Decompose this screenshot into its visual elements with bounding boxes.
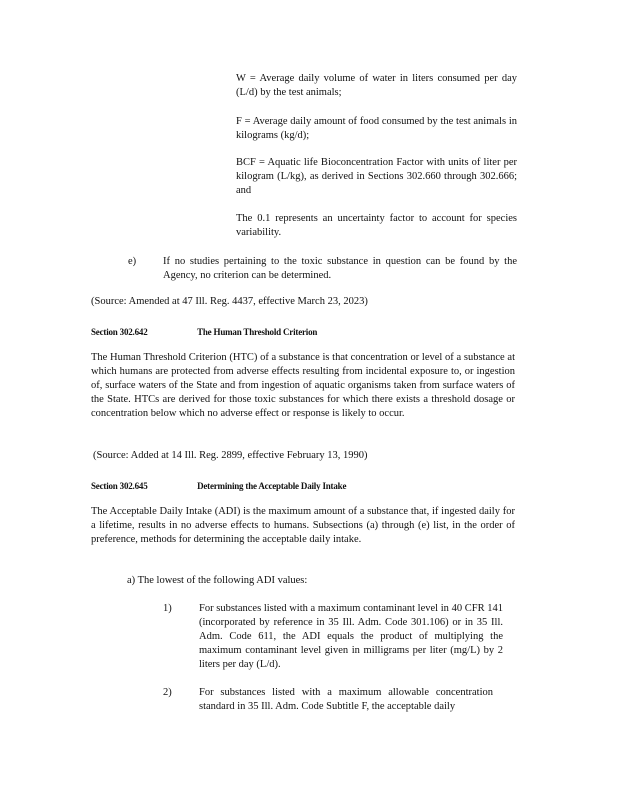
section-302-645-heading xyxy=(91,479,511,493)
section-number: Section 302.645 xyxy=(91,481,148,491)
source-note-1: (Source: Amended at 47 Ill. Reg. 4437, effective March 23, 2023) xyxy=(91,296,368,307)
section-302-645-body: The Acceptable Daily Intake (ADI) is the maximum amount of a substance that, if ingested daily for a lifetime, results in no adverse effects to humans. Subsections (a) through (e) list, in the order of preference, methods for determining the acceptable daily intake. xyxy=(91,506,515,545)
subitem-1-text: For substances listed with a maximum contaminant level in 40 CFR 141 (incorporated by reference in 35 Ill. Adm. Code 301.106) or in 35 Ill. Adm. Code 611, the ADI equals the product of multiplying the maximum contaminant level given in milligrams per liter (mg/L) by 2 liters per day (L/d). xyxy=(199,603,503,670)
section-title: Determining the Acceptable Daily Intake xyxy=(197,481,347,491)
section-302-642-heading xyxy=(91,325,511,339)
subitem-2-text: For substances listed with a maximum allowable concentration standard in 35 Ill. Adm. Code Subtitle F, the acceptable daily xyxy=(199,687,493,712)
subsection-e-marker: e) xyxy=(128,256,137,267)
section-title: The Human Threshold Criterion xyxy=(197,327,318,337)
definition-uncertainty: The 0.1 represents an uncertainty factor to account for species variability. xyxy=(236,213,517,238)
definition-w: W = Average daily volume of water in liters consumed per day (L/d) by the test animals; xyxy=(236,73,517,98)
definition-f: F = Average daily amount of food consumed by the test animals in kilograms (kg/d); xyxy=(236,116,517,141)
source-note-2: (Source: Added at 14 Ill. Reg. 2899, effective February 13, 1990) xyxy=(93,450,368,461)
definition-bcf: BCF = Aquatic life Bioconcentration Factor with units of liter per kilogram (L/kg), as derived in Sections 302.660 through 302.666; and xyxy=(236,157,517,196)
subitem-1-marker: 1) xyxy=(163,603,172,614)
subsection-e-text: If no studies pertaining to the toxic substance in question can be found by the Agency, no criterion can be determined. xyxy=(163,256,517,281)
section-302-642-body: The Human Threshold Criterion (HTC) of a substance is that concentration or level of a substance at which humans are protected from adverse effects resulting from incidental exposure to, or ingestion of, surface waters of the State and from ingestion of aquatic organisms taken from surface waters of the State. HTCs are derived for those toxic substances for which there exists a threshold dosage or concentration below which no adverse effect or response is likely to occur. xyxy=(91,352,515,419)
section-number: Section 302.642 xyxy=(91,327,148,337)
item-a: a) The lowest of the following ADI values: xyxy=(127,575,308,586)
subitem-2-marker: 2) xyxy=(163,687,172,698)
